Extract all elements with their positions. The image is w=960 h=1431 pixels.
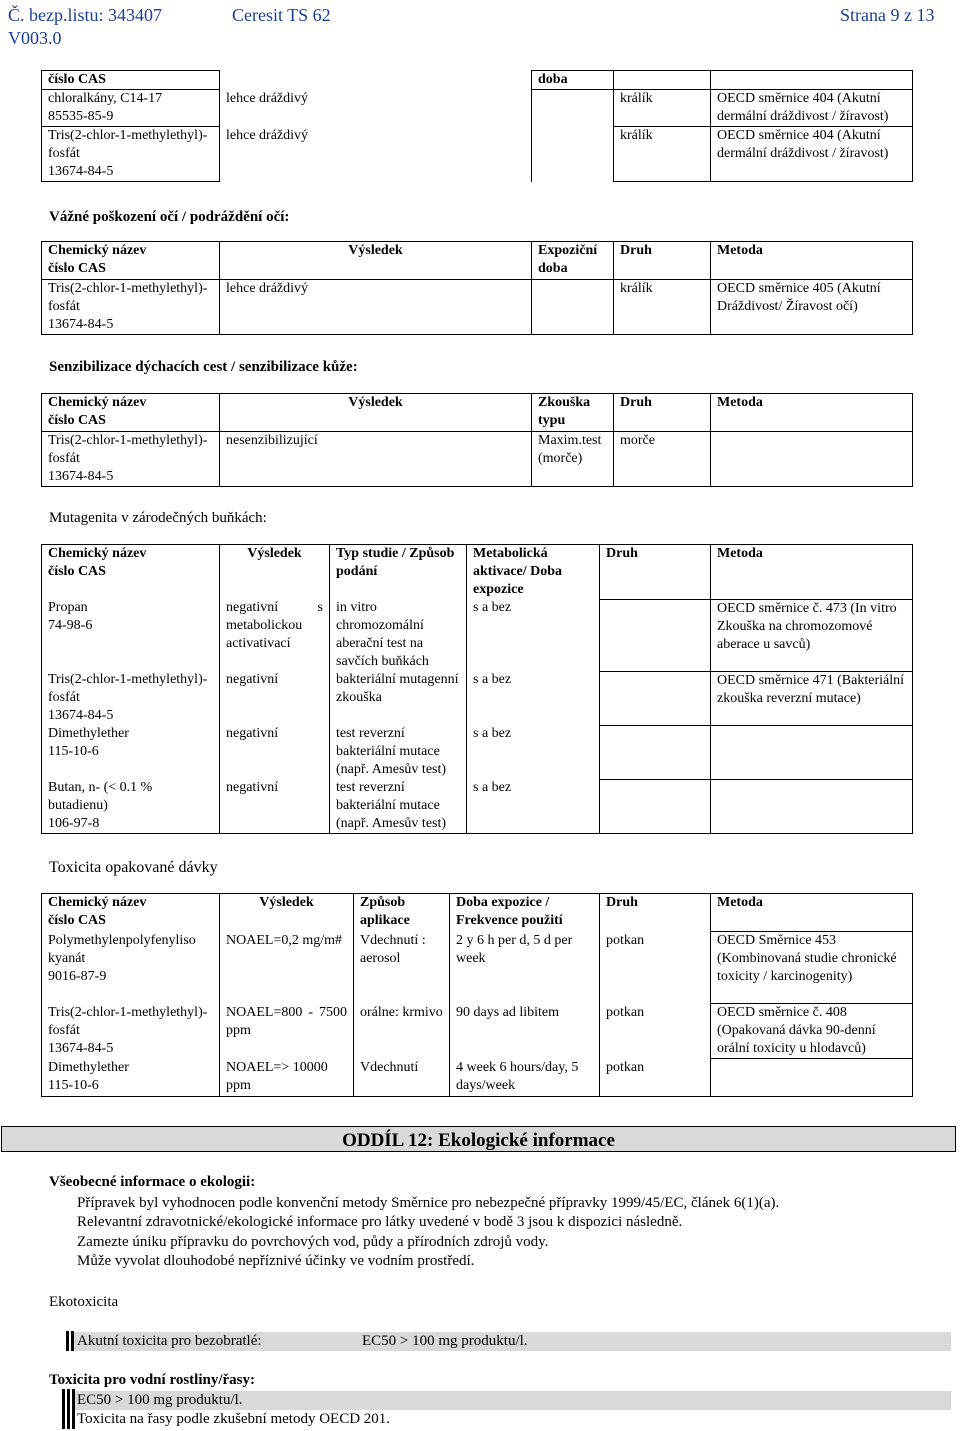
skin-irritation-table [41,70,913,182]
version: V003.0 [8,28,62,48]
table-row: chloralkány, C14-17 85535-85-9 lehce dráždivý králík OECD směrnice 404 (Akutní dermální dráždivost / žíravost) [42,90,913,127]
mutagenicity-table: Chemický název číslo CAS Výsledek Typ studie / Způsob podání Metabolická aktivace/ Doba expozice Druh Metoda Propan 74-98-6 negativní s metabolickou activativací in vitro chromozomální aberační test na savčích buňkách s a bez OECD směrnice č. 473 (In vitro Zkouška na chromozomové aberace u savců) Tris(2-chlor-1-methylethyl)-fosfát 13674-84-5 negativní bakteriální mutagenní zkouška s a bez OECD směrnice 471 (Bakteriální zkouška reverzní mutace) Dimethylether 115-10-6 negativní test reverzní bakteriální mutace (např. Amesův test) s a bez Butan, n- (< 0.1 % butadienu) 106-97-8 negativní test reverzní bakteriální mutace (např. Amesův test) s a bez [41,544,913,834]
eco-line-1: Přípravek byl vyhodnocen podle konvenční metody Směrnice pro nebezpečné přípravky 1999/45/EC, článek 6(1)(a). [77,1195,780,1211]
table-row: Dimethylether 115-10-6 negativní test reverzní bakteriální mutace (např. Amesův test) s a bez [42,725,913,779]
ecotox-heading: Ekotoxicita [49,1294,119,1310]
aquatic-line-2: Toxicita na řasy podle zkušební metody OECD 201. [77,1411,391,1427]
page-number: Strana 9 z 13 [840,5,935,25]
section-repeated-dose: Toxicita opakované dávky [49,859,218,876]
table-row: Polymethylenpolyfenyliso kyanát 9016-87-9 NOAEL=0,2 mg/m# Vdechnutí : aerosol 2 y 6 h per d, 5 d per week potkan OECD Směrnice 453 (Kombinovaná studie chronické toxicity / karcinogenity) [42,932,913,1004]
table-row: Tris(2-chlor-1-methylethyl)-fosfát 13674-84-5 nesenzibilizující Maxim.test (morče) morče [42,432,913,487]
repeated-dose-table: Chemický název číslo CAS Výsledek Způsob aplikace Doba expozice / Frekvence použití Druh Metoda Polymethylenpolyfenyliso kyanát 9016-87-9 NOAEL=0,2 mg/m# Vdechnutí : aerosol 2 y 6 h per d, 5 d per week potkan OECD Směrnice 453 (Kombinovaná studie chronické toxicity / karcinogenity) Tris(2-chlor-1-methylethyl)-fosfát 13674-84-5 NOAEL=800 - 7500 ppm orálne: krmivo 90 days ad libitem potkan OECD směrnice č. 408 (Opakovaná dávka 90-denní orální toxicity u hlodavců) Dimethylether 115-10-6 NOAEL=> 10000 ppm Vdechnutí 4 week 6 hours/day, 5 days/week potkan [41,893,913,1097]
eco-general-heading: Všeobecné informace o ekologii: [49,1174,256,1190]
table-row: Propan 74-98-6 negativní s metabolickou activativací in vitro chromozomální aberační test na savčích buňkách s a bez OECD směrnice č. 473 (In vitro Zkouška na chromozomové aberace u savců) [42,599,913,671]
eco-line-4: Může vyvolat dlouhodobé nepříznivé účinky ve vodním prostředí. [77,1253,475,1269]
eco-line-3: Zamezte úniku přípravku do povrchových vod, půdy a přírodních zdrojů vody. [77,1234,549,1250]
section-mutagenicity: Mutagenita v zárodečných buňkách: [49,510,267,526]
table-row: Tris(2-chlor-1-methylethyl)-fosfát 13674-84-5 NOAEL=800 - 7500 ppm orálne: krmivo 90 days ad libitem potkan OECD směrnice č. 408 (Opakovaná dávka 90-denní orální toxicity u hlodavců) [42,1004,913,1059]
change-marker [66,1331,69,1351]
table-row: Dimethylether 115-10-6 NOAEL=> 10000 ppm Vdechnutí 4 week 6 hours/day, 5 days/week potkan [42,1059,913,1097]
table-row: Tris(2-chlor-1-methylethyl)-fosfát 13674-84-5 lehce dráždivý králík OECD směrnice 404 (Akutní dermální dráždivost / žíravost) [42,127,913,182]
section-sensitization: Senzibilizace dýchacích cest / senzibilizace kůže: [49,359,358,375]
aquatic-plants-heading: Toxicita pro vodní rostliny/řasy: [49,1372,256,1388]
table-row: Butan, n- (< 0.1 % butadienu) 106-97-8 negativní test reverzní bakteriální mutace (např. Amesův test) s a bez [42,779,913,834]
change-marker [71,1331,74,1351]
ecotox-value: EC50 > 100 mg produktu/l. [362,1333,528,1349]
eco-line-2: Relevantní zdravotnické/ekologické informace pro látky uvedené v bodě 3 jsou k dispozici následně. [77,1214,683,1230]
change-marker [62,1389,65,1429]
aquatic-line-1: EC50 > 100 mg produktu/l. [77,1392,243,1408]
eye-irritation-table: Chemický název číslo CAS Výsledek Expoziční doba Druh Metoda Tris(2-chlor-1-methylethyl)-fosfát 13674-84-5 lehce dráždivý králík OECD směrnice 405 (Akutní Dráždivost/ Žíravost očí) [41,241,913,335]
head-cas: číslo CAS [42,71,220,90]
sheet-number: Č. bezp.listu: 343407 [8,5,162,25]
sensitization-table: Chemický název číslo CAS Výsledek Zkouška typu Druh Metoda Tris(2-chlor-1-methylethyl)-fosfát 13674-84-5 nesenzibilizující Maxim.test (morče) morče [41,393,913,487]
table-row: Tris(2-chlor-1-methylethyl)-fosfát 13674-84-5 lehce dráždivý králík OECD směrnice 405 (Akutní Dráždivost/ Žíravost očí) [42,280,913,335]
product-name: Ceresit TS 62 [232,5,331,25]
section-12-heading: ODDÍL 12: Ekologické informace [1,1126,956,1152]
table-row: Tris(2-chlor-1-methylethyl)-fosfát 13674-84-5 negativní bakteriální mutagenní zkouška s a bez OECD směrnice 471 (Bakteriální zkouška reverzní mutace) [42,671,913,725]
change-marker [67,1389,70,1429]
ecotox-label: Akutní toxicita pro bezobratlé: [77,1333,262,1349]
section-eye: Vážné poškození očí / podráždění očí: [49,209,290,225]
head-doba: doba [532,71,614,90]
change-marker [72,1389,75,1429]
